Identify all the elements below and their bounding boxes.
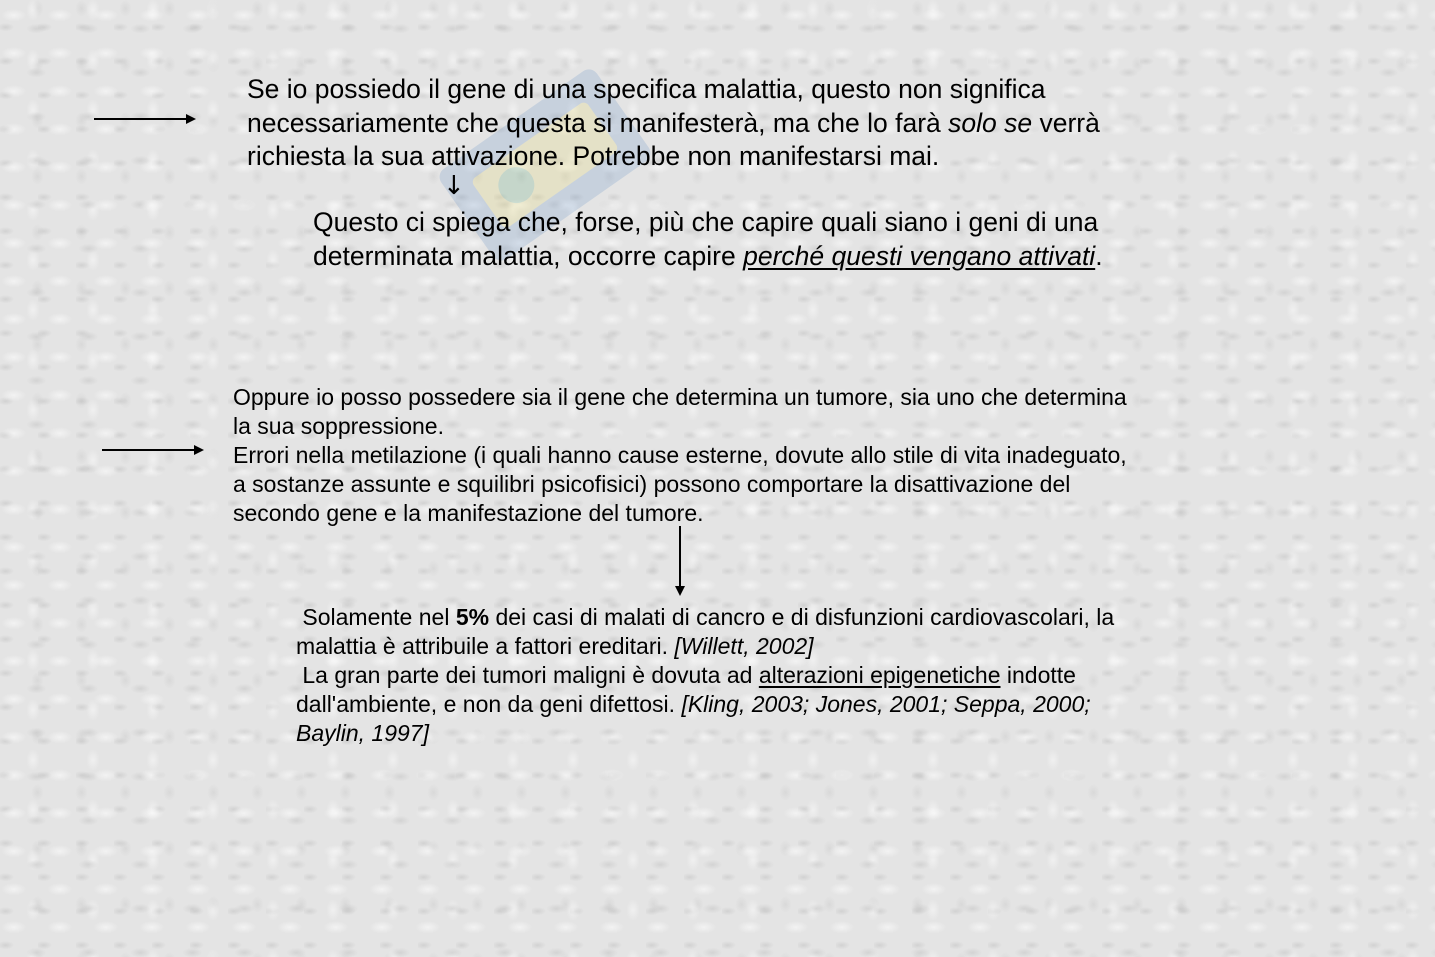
right-arrow-icon [94,112,198,126]
text-line: Questo ci spiega che, forse, più che capire quali siano i geni di una [313,207,1099,237]
text-line [296,719,1286,748]
right-arrow-icon [102,443,206,457]
emphasis-text [743,241,1095,271]
text-span: Solamente nel [296,604,456,630]
text-span: dei casi di malati di cancro e di disfunzioni cardiovascolari, la [489,604,1115,630]
text-line [313,240,1293,274]
paragraph-why-activated [313,206,1293,273]
text-line [296,690,1286,719]
text-span: necessariamente che questa si manifesterà, ma che lo farà [247,107,949,138]
text-span: malattia è attribuile a fattori ereditari. [296,633,675,659]
paragraph-gene-activation [247,73,1247,174]
text-line: secondo gene e la manifestazione del tumore. [233,500,704,526]
text-span: La gran parte dei tumori maligni è dovuta ad [296,662,759,688]
text-line: Se io possiedo il gene di una specifica malattia, questo non significa [247,74,1046,104]
text-line: la sua soppressione. [233,413,444,439]
text-span: determinata malattia, occorre capire [313,240,744,271]
underlined-text: perché questi vengano attivati [743,240,1096,271]
text-line: richiesta la sua attivazione. Potrebbe non manifestarsi mai. [247,141,940,171]
text-span: verrà [1032,107,1100,138]
citation: [Kling, 2003; Jones, 2001; Seppa, 2000; [681,691,1091,717]
paragraph-statistics [296,603,1286,748]
down-arrow-icon: ↓ [443,171,465,201]
text-span: dall'ambiente, e non da geni difettosi. [296,691,682,717]
down-arrow-icon [672,526,688,598]
text-line [296,661,1286,690]
underlined-text: alterazioni epigenetiche [758,662,1001,688]
text-span: indotte [1000,662,1076,688]
text-line: a sostanze assunte e squilibri psicofisici) possono comportare la disattivazione del [233,471,1071,497]
citation: Baylin, 1997] [296,720,429,746]
text-span: . [1095,240,1103,271]
paragraph-methylation [233,383,1293,528]
italic-text: solo se [948,107,1033,138]
text-line [247,107,1247,141]
text-line: Errori nella metilazione (i quali hanno cause esterne, dovute allo stile di vita inadeguato, [233,442,1127,468]
text-line [296,632,1286,661]
text-line: Oppure io posso possedere sia il gene che determina un tumore, sia uno che determina [233,384,1127,410]
citation: [Willett, 2002] [674,633,814,659]
text-line [296,603,1286,632]
bold-percentage: 5% [455,604,490,630]
